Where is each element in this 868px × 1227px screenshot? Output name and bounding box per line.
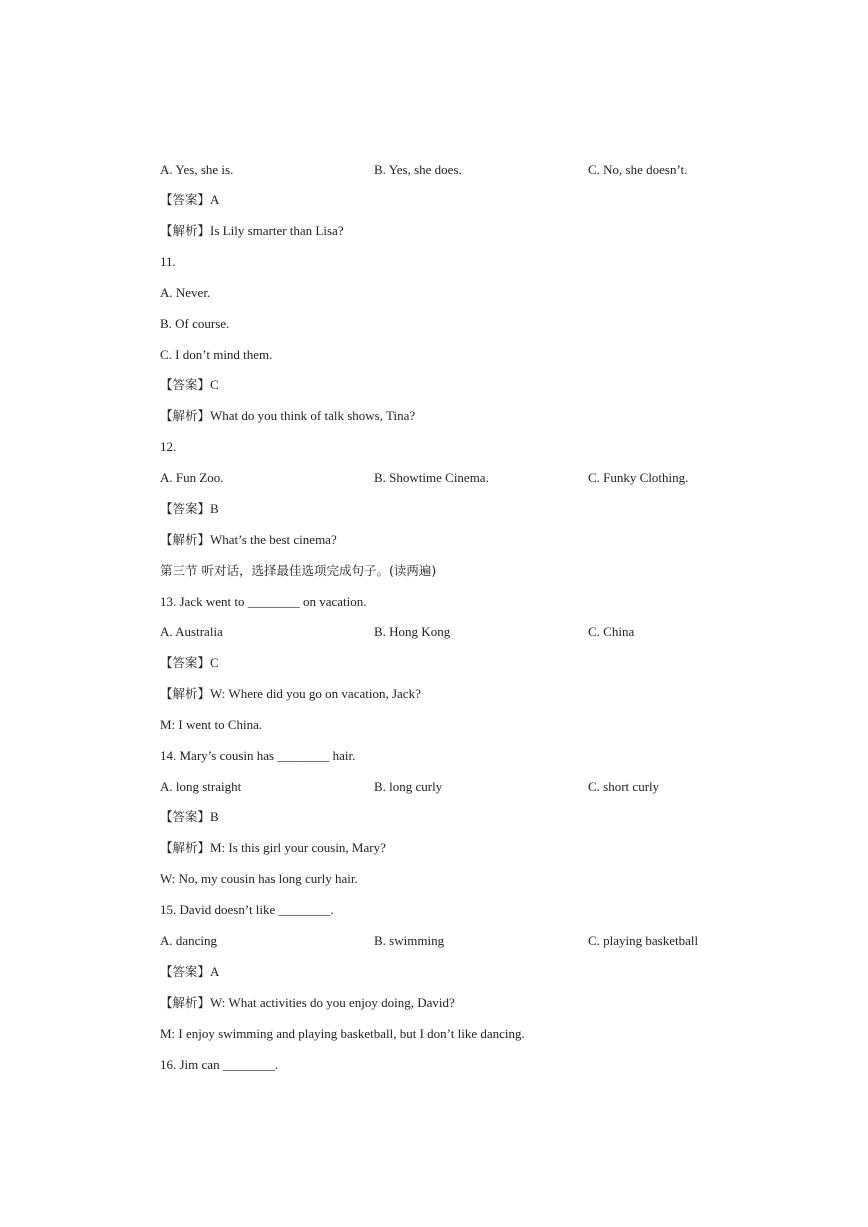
answer-value: B	[210, 501, 219, 516]
q13-option-c: C. China	[588, 624, 635, 639]
q15-option-c: C. playing basketball	[588, 933, 699, 948]
q12-number: 12.	[160, 439, 177, 454]
q11-option-c: C. I don’t mind them.	[160, 347, 273, 362]
q14-answer	[160, 807, 219, 827]
section-heading: 第三节 听对话，选择最佳选项完成句子。(读两遍)	[160, 563, 437, 578]
analysis-text: What do you think of talk shows, Tina?	[210, 408, 416, 423]
analysis-tag: 【解析】	[160, 532, 211, 547]
q10-answer	[160, 190, 219, 210]
analysis-text: What’s the best cinema?	[210, 532, 337, 547]
q12-option-b: B. Showtime Cinema.	[374, 470, 489, 485]
answer-value: B	[210, 809, 219, 824]
analysis-text: M: Is this girl your cousin, Mary?	[210, 840, 386, 855]
q11-answer	[160, 375, 219, 395]
answer-tag: 【答案】	[160, 501, 211, 516]
q12-answer	[160, 499, 219, 519]
q11-option-b: B. Of course.	[160, 316, 230, 331]
q12-analysis	[160, 530, 337, 550]
answer-tag: 【答案】	[160, 964, 211, 979]
analysis-tag: 【解析】	[160, 686, 211, 701]
analysis-text: Is Lily smarter than Lisa?	[210, 223, 344, 238]
analysis-tag: 【解析】	[160, 408, 211, 423]
q14-option-a: A. long straight	[160, 779, 242, 794]
q13-stem: 13. Jack went to ________ on vacation.	[160, 594, 367, 609]
q14-stem: 14. Mary’s cousin has ________ hair.	[160, 748, 356, 763]
q15-option-b: B. swimming	[374, 933, 445, 948]
analysis-text: W: Where did you go on vacation, Jack?	[210, 686, 421, 701]
q13-analysis-line2: M: I went to China.	[160, 717, 263, 732]
q13-option-b: B. Hong Kong	[374, 624, 451, 639]
analysis-text: W: What activities do you enjoy doing, David?	[210, 995, 455, 1010]
q13-analysis	[160, 684, 421, 704]
q15-stem: 15. David doesn’t like ________.	[160, 902, 334, 917]
q13-option-a: A. Australia	[160, 624, 223, 639]
answer-value: A	[210, 964, 220, 979]
answer-tag: 【答案】	[160, 377, 211, 392]
q14-analysis-line2: W: No, my cousin has long curly hair.	[160, 871, 358, 886]
analysis-tag: 【解析】	[160, 223, 211, 238]
answer-value: C	[210, 655, 219, 670]
analysis-tag: 【解析】	[160, 840, 211, 855]
q10-option-c: C. No, she doesn’t.	[588, 162, 688, 177]
q11-number: 11.	[160, 254, 176, 269]
q16-stem: 16. Jim can ________.	[160, 1057, 279, 1072]
answer-tag: 【答案】	[160, 655, 211, 670]
q10-option-a: A. Yes, she is.	[160, 162, 234, 177]
q15-option-a: A. dancing	[160, 933, 218, 948]
q11-analysis	[160, 406, 415, 426]
q15-analysis	[160, 993, 455, 1013]
q10-analysis	[160, 221, 344, 241]
analysis-tag: 【解析】	[160, 995, 211, 1010]
answer-value: C	[210, 377, 219, 392]
q14-option-c: C. short curly	[588, 779, 660, 794]
q15-answer	[160, 962, 219, 982]
answer-tag: 【答案】	[160, 192, 211, 207]
q15-analysis-line2: M: I enjoy swimming and playing basketball, but I don’t like dancing.	[160, 1026, 525, 1041]
q11-option-a: A. Never.	[160, 285, 211, 300]
answer-value: A	[210, 192, 220, 207]
q12-option-c: C. Funky Clothing.	[588, 470, 689, 485]
answer-tag: 【答案】	[160, 809, 211, 824]
q10-option-b: B. Yes, she does.	[374, 162, 462, 177]
q14-analysis	[160, 838, 386, 858]
q12-option-a: A. Fun Zoo.	[160, 470, 224, 485]
q14-option-b: B. long curly	[374, 779, 443, 794]
q13-answer	[160, 653, 219, 673]
